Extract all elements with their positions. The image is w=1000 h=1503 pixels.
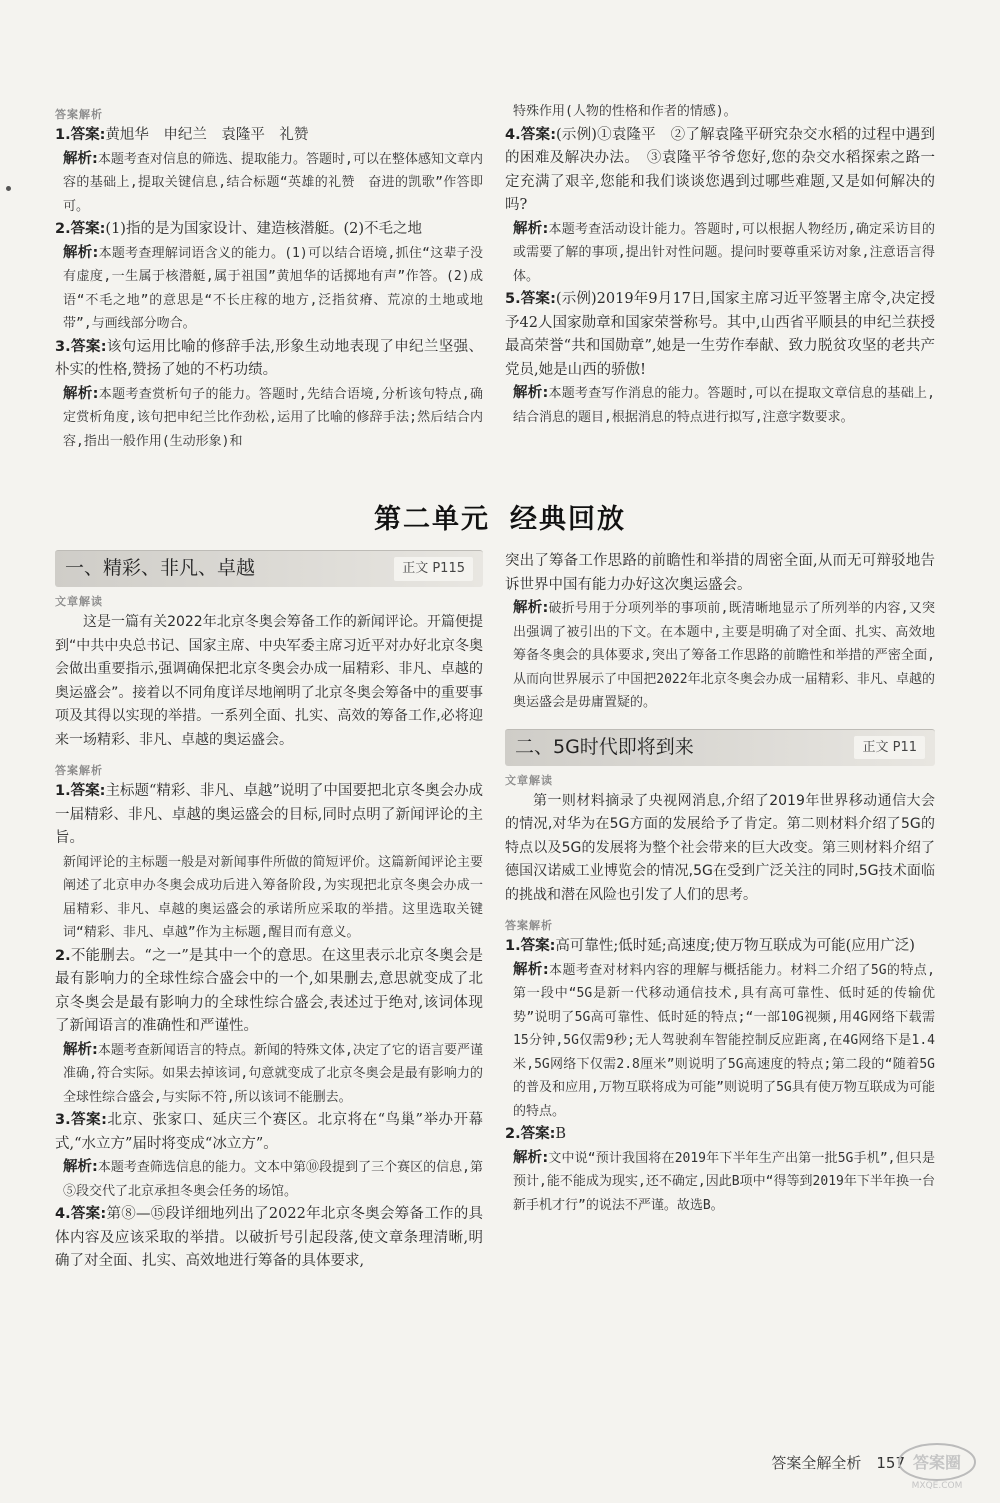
s1-item-3 <box>55 1109 483 1203</box>
answer-label: 答案: <box>520 1126 556 1142</box>
item-3 <box>55 336 483 454</box>
analysis-label: 解析: <box>513 1149 549 1166</box>
s2-item-2 <box>505 1123 935 1217</box>
s1-item-1 <box>55 780 483 945</box>
analysis-label: 解析: <box>513 220 549 237</box>
section-1 <box>55 550 483 1274</box>
item-number: 2. <box>505 1126 521 1142</box>
watermark-sub: MXQE.COM <box>911 1481 963 1490</box>
item-number: 5. <box>505 291 521 307</box>
analysis-label: 解析: <box>63 385 99 402</box>
watermark-logo <box>896 1440 978 1490</box>
item-number: 4. <box>55 1206 71 1222</box>
analysis-label: 解析: <box>63 1159 98 1175</box>
item-number: 1. <box>505 938 521 954</box>
unit-number: 第二单元 <box>374 504 490 535</box>
answer-text: 主标题“精彩、非凡、卓越”说明了中国要把北京冬奥会办成一届精彩、非凡、卓越的奥运盛会的目标,同时点明了新闻评论的主旨。 <box>55 783 483 846</box>
item-number: 1. <box>55 127 71 143</box>
answer-text: (示例)①袁隆平 ②了解袁隆平研究杂交水稻的过程中遇到的困难及解决办法。 ③袁隆平爷爷您好,您的杂交水稻探索之路一定充满了艰辛,您能和我们谈谈您遇到过哪些难题,又是如何解决的吗? <box>505 126 935 213</box>
s1-item-4-continued: 突出了筹备工作思路的前瞻性和举措的周密全面,从而无可辩驳地告诉世界中国有能力办好这次奥运盛会。 <box>505 553 935 593</box>
s2-item-1 <box>505 935 935 1123</box>
analysis-label: 解析: <box>63 1041 98 1058</box>
top-right-column <box>505 100 935 429</box>
item-number: 4. <box>505 126 521 143</box>
answer-text: 北京、张家口、延庆三个赛区。北京将在“鸟巢”举办开幕式,“水立方”届时将变成“冰立方”。 <box>55 1112 483 1152</box>
section-2-column <box>505 550 935 1217</box>
analysis-label: 解析: <box>513 961 549 978</box>
item-number: 3. <box>55 1112 71 1128</box>
section-title: 一、精彩、非凡、卓越 <box>65 557 256 580</box>
answer-section-label: 答案解析 <box>505 919 553 932</box>
article-label: 文章解读 <box>505 773 553 787</box>
s1-item-2 <box>55 945 483 1110</box>
section-label: 答案解析 <box>55 108 103 121</box>
analysis-text: 本题考查理解词语含义的能力。(1)可以结合语境,抓住“这辈子没有虚度,一生属于核潜艇,属于祖国”黄旭华的话掷地有声”作答。(2)成语“不毛之地”的意思是“不长庄稼的地方,泛指贫瘠、荒凉的土地或地带”,与画线部分吻合。 <box>63 245 483 331</box>
answer-label: 答案: <box>70 1206 107 1222</box>
analysis-text: 新闻评论的主标题一般是对新闻事件所做的简短评价。这篇新闻评论主要阐述了北京申办冬奥会成功后进入筹备阶段,为实现把北京冬奥会办成一届精彩、非凡、卓越的奥运盛会的承诺所应采取的举措。这里选取关键词“精彩、非凡、卓越”作为主标题,醒目而有意义。 <box>63 854 483 940</box>
answer-label: 答案: <box>70 783 106 799</box>
page-ref-tag: 正文 P11 <box>854 736 925 760</box>
section-title: 二、5G时代即将到来 <box>515 735 694 758</box>
s1-item-4 <box>55 1203 483 1274</box>
margin-dot <box>6 186 11 191</box>
item-number: 3. <box>55 338 71 355</box>
analysis-label: 解析: <box>63 244 99 261</box>
page-footer: 答案全解全析 157 <box>771 1454 905 1472</box>
article-summary: 这是一篇有关2022年北京冬奥会筹备工作的新闻评论。开篇便提到“中共中央总书记、国家主席、中央军委主席习近平对办好北京冬奥会做出重要指示,强调确保把北京冬奥会办成一届精彩、非凡、卓越的奥运盛会”。接着以不同角度详尽地阐明了北京冬奥会筹备中的重要事项及其得以实现的举措。一系列全面、扎实、高效的筹备工作,必将迎来一场精彩、非凡、卓越的奥运盛会。 <box>55 614 483 748</box>
answer-text: 高可靠性;低时延;高速度;使万物互联成为可能(应用广泛) <box>555 938 915 954</box>
answer-label: 答案: <box>520 291 556 307</box>
analysis-label: 解析: <box>513 600 549 616</box>
answer-text: (示例)2019年9月17日,国家主席习近平签署主席令,决定授予42人国家勋章和国家荣誉称号。其中,山西省平顺县的申纪兰获授最高荣誉“共和国勋章”,她是一生劳作奉献、致力脱贫攻坚的老共产党员,她是山西的骄傲! <box>505 291 935 378</box>
answer-text: 黄旭华 申纪兰 袁隆平 礼赞 <box>105 127 309 143</box>
answer-text: 不能删去。“之一”是其中一个的意思。在这里表示北京冬奥会是最有影响力的全球性综合盛会中的一个,如果删去,意思就变成了北京冬奥会是最有影响力的全球性综合盛会,表述过于绝对,该词体现了新闻语言的准确性和严谨性。 <box>55 947 483 1034</box>
article-summary: 第一则材料摘录了央视网消息,介绍了2019年世界移动通信大会的情况,对华为在5G方面的发展给予了肯定。第二则材料介绍了5G的特点以及5G的发展将为整个社会带来的巨大改变。第三则材料介绍了德国汉诺威工业博览会的情况,5G在受到广泛关注的同时,5G技术面临的挑战和潜在风险也引发了人们的思考。 <box>505 792 935 903</box>
section-title-bar <box>505 729 935 766</box>
item-4 <box>505 124 935 289</box>
answer-label: 答案: <box>70 338 107 355</box>
answer-label: 答案: <box>70 127 106 143</box>
answer-section-label: 答案解析 <box>55 764 103 777</box>
unit-heading <box>0 504 1000 535</box>
item-2 <box>55 218 483 336</box>
analysis-text: 本题考查写作消息的能力。答题时,可以在提取文章信息的基础上,结合消息的题目,根据消息的特点进行拟写,注意字数要求。 <box>513 386 935 425</box>
analysis-text: 破折号用于分项列举的事项前,既清晰地显示了所列举的内容,又突出强调了被引出的下文。在本题中,主要是明确了对全面、扎实、高效地筹备冬奥会的具体要求,突出了筹备工作思路的前瞻性和举措的严密全面,从而向世界展示了中国把2022年北京冬奥会办成一届精彩、非凡、卓越的奥运盛会是毋庸置疑的。 <box>513 601 935 710</box>
analysis-text: 本题考查筛选信息的能力。文本中第⑩段提到了三个赛区的信息,第⑤段交代了北京承担冬奥会任务的场馆。 <box>63 1160 483 1199</box>
answer-label: 答案: <box>70 221 106 237</box>
continued-text: 特殊作用(人物的性格和作者的情感)。 <box>513 104 737 119</box>
unit-name: 经典回放 <box>510 504 626 535</box>
watermark-text: 答案圈 <box>912 1453 962 1472</box>
section-title-bar <box>55 550 483 587</box>
answer-label: 答案: <box>70 1112 107 1128</box>
analysis-text: 本题考查活动设计能力。答题时,可以根据人物经历,确定采访目的或需要了解的事项,提出针对性问题。提问时要尊重采访对象,注意语言得体。 <box>513 221 935 284</box>
answer-text: (1)指的是为国家设计、建造核潜艇。(2)不毛之地 <box>105 221 422 237</box>
item-number: 2. <box>55 947 71 964</box>
answer-label: 答案: <box>520 126 557 143</box>
item-5 <box>505 288 935 429</box>
analysis-text: 本题考查对信息的筛选、提取能力。答题时,可以在整体感知文章内容的基础上,提取关键信息,结合标题“英雄的礼赞 奋进的凯歌”作答即可。 <box>63 151 483 214</box>
item-1 <box>55 124 483 218</box>
answer-text: 第⑧—⑮段详细地列出了2022年北京冬奥会筹备工作的具体内容及应该采取的举措。以破折号引起段落,使文章条理清晰,明确了对全面、扎实、高效地进行筹备的具体要求, <box>55 1206 483 1269</box>
answer-text: 该句运用比喻的修辞手法,形象生动地表现了申纪兰坚强、朴实的性格,赞扬了她的不朽功绩。 <box>55 338 483 378</box>
answer-text: B <box>555 1126 567 1142</box>
item-number: 2. <box>55 221 71 237</box>
analysis-label: 解析: <box>63 150 98 167</box>
analysis-text: 本题考查新闻语言的特点。新闻的特殊文体,决定了它的语言要严谨准确,符合实际。如果去掉该词,句意就变成了北京冬奥会是最有影响力的全球性综合盛会,与实际不符,所以该词不能删去。 <box>63 1042 483 1105</box>
analysis-text: 本题考查对材料内容的理解与概括能力。材料二介绍了5G的特点,第一段中“5G是新一代移动通信技术,具有高可靠性、低时延的传输优势”说明了5G高可靠性、低时延的特点;“一部10G视频,用4G网络下载需15分钟,5G仅需9秒;无人驾驶刹车智能控制反应距离,在4G网络下是1.4米,5G网络下仅需2.8厘米”则说明了5G高速度的特点;第二段的“随着5G的普及和应用,万物互联将成为可能”则说明了5G具有使万物互联成为可能的特点。 <box>513 962 935 1119</box>
page-ref-tag: 正文 P115 <box>394 557 473 581</box>
item-number: 1. <box>55 783 71 799</box>
analysis-text: 文中说“预计我国将在2019年下半年生产出第一批5G手机”,但只是预计,能不能成为现实,还不确定,因此B项中“得等到2019年下半年换一台新手机才行”的说法不严谨。故选B。 <box>513 1150 935 1213</box>
analysis-text: 本题考查赏析句子的能力。答题时,先结合语境,分析该句特点,确定赏析角度,该句把申纪兰比作劲松,运用了比喻的修辞手法;然后结合内容,指出一般作用(生动形象)和 <box>63 386 483 449</box>
article-label: 文章解读 <box>55 595 103 608</box>
answer-label: 答案: <box>520 938 556 954</box>
analysis-label: 解析: <box>513 385 549 401</box>
top-left-column <box>55 102 483 453</box>
